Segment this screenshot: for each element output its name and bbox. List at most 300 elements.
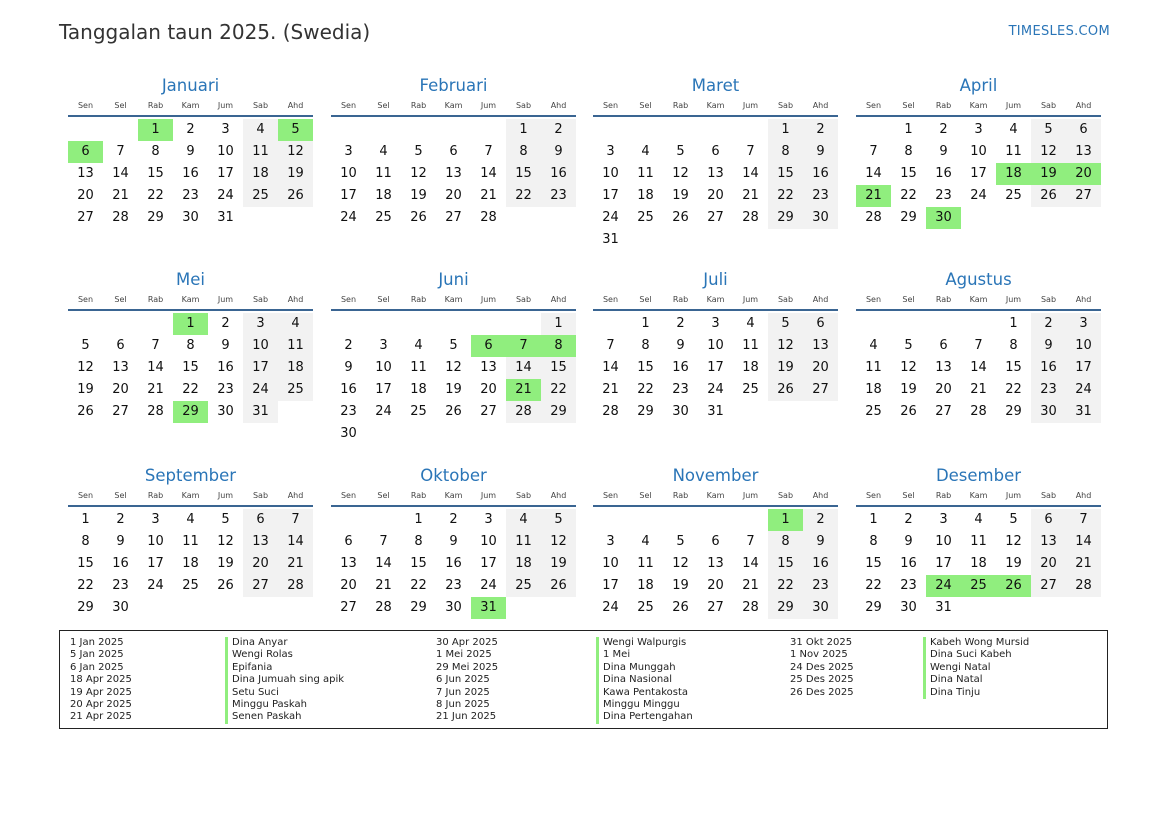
- day-cell[interactable]: 10: [340, 166, 357, 181]
- day-cell[interactable]: 21: [147, 382, 164, 397]
- day-cell[interactable]: 12: [278, 141, 313, 163]
- day-cell[interactable]: 14: [742, 166, 759, 181]
- day-cell[interactable]: 6: [1031, 509, 1066, 531]
- day-cell[interactable]: 27: [803, 379, 838, 401]
- day-cell[interactable]: 21: [970, 382, 987, 397]
- day-cell[interactable]: 9: [186, 144, 195, 159]
- day-cell[interactable]: 13: [707, 166, 724, 181]
- day-cell[interactable]: 25: [1005, 188, 1022, 203]
- day-cell[interactable]: 11: [637, 166, 654, 181]
- day-cell[interactable]: 11: [410, 360, 427, 375]
- day-cell[interactable]: 27: [1066, 185, 1101, 207]
- day-cell[interactable]: 25: [742, 382, 759, 397]
- day-cell[interactable]: 31: [243, 401, 278, 423]
- day-cell[interactable]: 3: [221, 122, 230, 137]
- day-cell[interactable]: 29: [865, 600, 882, 615]
- day-cell[interactable]: 30: [926, 207, 961, 229]
- day-cell[interactable]: 8: [414, 534, 423, 549]
- day-cell[interactable]: 5: [1009, 512, 1018, 527]
- day-cell[interactable]: 6: [711, 144, 720, 159]
- day-cell[interactable]: 18: [637, 188, 654, 203]
- day-cell[interactable]: 27: [445, 210, 462, 225]
- day-cell[interactable]: 20: [803, 357, 838, 379]
- day-cell[interactable]: 18: [182, 556, 199, 571]
- day-cell[interactable]: 29: [768, 597, 803, 619]
- day-cell[interactable]: 12: [77, 360, 94, 375]
- day-cell[interactable]: 21: [480, 188, 497, 203]
- day-cell[interactable]: 3: [379, 338, 388, 353]
- day-cell[interactable]: 12: [445, 360, 462, 375]
- day-cell[interactable]: 7: [974, 338, 983, 353]
- day-cell[interactable]: 23: [112, 578, 129, 593]
- day-cell[interactable]: 20: [935, 382, 952, 397]
- day-cell[interactable]: 3: [344, 144, 353, 159]
- day-cell[interactable]: 27: [340, 600, 357, 615]
- day-cell[interactable]: 25: [278, 379, 313, 401]
- day-cell[interactable]: 29: [410, 600, 427, 615]
- day-cell[interactable]: 25: [375, 210, 392, 225]
- day-cell[interactable]: 6: [803, 313, 838, 335]
- day-cell[interactable]: 10: [970, 144, 987, 159]
- day-cell[interactable]: 30: [1031, 401, 1066, 423]
- day-cell[interactable]: 15: [147, 166, 164, 181]
- day-cell[interactable]: 3: [151, 512, 160, 527]
- day-cell[interactable]: 14: [375, 556, 392, 571]
- day-cell[interactable]: 24: [707, 382, 724, 397]
- day-cell[interactable]: 25: [637, 600, 654, 615]
- day-cell[interactable]: 7: [278, 509, 313, 531]
- day-cell[interactable]: 12: [672, 556, 689, 571]
- day-cell[interactable]: 28: [147, 404, 164, 419]
- day-cell[interactable]: 15: [182, 360, 199, 375]
- day-cell[interactable]: 15: [506, 163, 541, 185]
- day-cell[interactable]: 24: [926, 575, 961, 597]
- day-cell[interactable]: 24: [480, 578, 497, 593]
- day-cell[interactable]: 23: [803, 185, 838, 207]
- day-cell[interactable]: 14: [278, 531, 313, 553]
- day-cell[interactable]: 9: [803, 141, 838, 163]
- day-cell[interactable]: 17: [1066, 357, 1101, 379]
- day-cell[interactable]: 26: [410, 210, 427, 225]
- day-cell[interactable]: 25: [506, 575, 541, 597]
- day-cell[interactable]: 28: [602, 404, 619, 419]
- day-cell[interactable]: 2: [939, 122, 948, 137]
- day-cell[interactable]: 31: [471, 597, 506, 619]
- day-cell[interactable]: 30: [217, 404, 234, 419]
- day-cell[interactable]: 1: [541, 313, 576, 335]
- day-cell[interactable]: 4: [414, 338, 423, 353]
- day-cell[interactable]: 20: [445, 188, 462, 203]
- day-cell[interactable]: 19: [672, 188, 689, 203]
- day-cell[interactable]: 3: [939, 512, 948, 527]
- day-cell[interactable]: 13: [707, 556, 724, 571]
- day-cell[interactable]: 23: [1031, 379, 1066, 401]
- day-cell[interactable]: 27: [935, 404, 952, 419]
- day-cell[interactable]: 19: [1005, 556, 1022, 571]
- day-cell[interactable]: 23: [445, 578, 462, 593]
- day-cell[interactable]: 17: [935, 556, 952, 571]
- day-cell[interactable]: 26: [77, 404, 94, 419]
- day-cell[interactable]: 4: [506, 509, 541, 531]
- day-cell[interactable]: 11: [182, 534, 199, 549]
- day-cell[interactable]: 14: [742, 556, 759, 571]
- day-cell[interactable]: 22: [147, 188, 164, 203]
- day-cell[interactable]: 24: [602, 210, 619, 225]
- day-cell[interactable]: 13: [803, 335, 838, 357]
- day-cell[interactable]: 12: [217, 534, 234, 549]
- day-cell[interactable]: 21: [742, 578, 759, 593]
- day-cell[interactable]: 31: [1066, 401, 1101, 423]
- day-cell[interactable]: 9: [541, 141, 576, 163]
- day-cell[interactable]: 27: [1031, 575, 1066, 597]
- day-cell[interactable]: 2: [1031, 313, 1066, 335]
- day-cell[interactable]: 14: [480, 166, 497, 181]
- day-cell[interactable]: 7: [506, 335, 541, 357]
- day-cell[interactable]: 30: [445, 600, 462, 615]
- day-cell[interactable]: 10: [707, 338, 724, 353]
- day-cell[interactable]: 13: [480, 360, 497, 375]
- day-cell[interactable]: 18: [243, 163, 278, 185]
- day-cell[interactable]: 15: [410, 556, 427, 571]
- day-cell[interactable]: 4: [641, 534, 650, 549]
- day-cell[interactable]: 5: [449, 338, 458, 353]
- day-cell[interactable]: 15: [900, 166, 917, 181]
- day-cell[interactable]: 26: [541, 575, 576, 597]
- day-cell[interactable]: 4: [869, 338, 878, 353]
- day-cell[interactable]: 3: [606, 144, 615, 159]
- day-cell[interactable]: 18: [742, 360, 759, 375]
- day-cell[interactable]: 29: [77, 600, 94, 615]
- day-cell[interactable]: 7: [869, 144, 878, 159]
- day-cell[interactable]: 5: [676, 144, 685, 159]
- day-cell[interactable]: 10: [1066, 335, 1101, 357]
- day-cell[interactable]: 25: [637, 210, 654, 225]
- day-cell[interactable]: 19: [77, 382, 94, 397]
- day-cell[interactable]: 12: [672, 166, 689, 181]
- day-cell[interactable]: 8: [641, 338, 650, 353]
- day-cell[interactable]: 31: [935, 600, 952, 615]
- day-cell[interactable]: 29: [541, 401, 576, 423]
- day-cell[interactable]: 17: [375, 382, 392, 397]
- day-cell[interactable]: 5: [1031, 119, 1066, 141]
- day-cell[interactable]: 22: [768, 185, 803, 207]
- day-cell[interactable]: 28: [742, 600, 759, 615]
- day-cell[interactable]: 18: [375, 188, 392, 203]
- day-cell[interactable]: 17: [147, 556, 164, 571]
- day-cell[interactable]: 27: [112, 404, 129, 419]
- day-cell[interactable]: 28: [1066, 575, 1101, 597]
- day-cell[interactable]: 30: [112, 600, 129, 615]
- day-cell[interactable]: 26: [672, 210, 689, 225]
- day-cell[interactable]: 5: [221, 512, 230, 527]
- day-cell[interactable]: 20: [340, 578, 357, 593]
- day-cell[interactable]: 19: [445, 382, 462, 397]
- day-cell[interactable]: 17: [480, 556, 497, 571]
- day-cell[interactable]: 26: [672, 600, 689, 615]
- day-cell[interactable]: 25: [243, 185, 278, 207]
- day-cell[interactable]: 16: [803, 163, 838, 185]
- day-cell[interactable]: 19: [672, 578, 689, 593]
- day-cell[interactable]: 11: [865, 360, 882, 375]
- day-cell[interactable]: 19: [217, 556, 234, 571]
- day-cell[interactable]: 3: [606, 534, 615, 549]
- day-cell[interactable]: 18: [637, 578, 654, 593]
- day-cell[interactable]: 24: [340, 210, 357, 225]
- day-cell[interactable]: 3: [243, 313, 278, 335]
- day-cell[interactable]: 16: [445, 556, 462, 571]
- day-cell[interactable]: 30: [900, 600, 917, 615]
- day-cell[interactable]: 17: [602, 578, 619, 593]
- day-cell[interactable]: 1: [641, 316, 650, 331]
- day-cell[interactable]: 28: [375, 600, 392, 615]
- day-cell[interactable]: 24: [243, 379, 278, 401]
- day-cell[interactable]: 1: [768, 509, 803, 531]
- day-cell[interactable]: 11: [243, 141, 278, 163]
- day-cell[interactable]: 21: [506, 379, 541, 401]
- day-cell[interactable]: 2: [221, 316, 230, 331]
- day-cell[interactable]: 25: [410, 404, 427, 419]
- day-cell[interactable]: 28: [278, 575, 313, 597]
- day-cell[interactable]: 7: [151, 338, 160, 353]
- day-cell[interactable]: 27: [243, 575, 278, 597]
- day-cell[interactable]: 10: [243, 335, 278, 357]
- day-cell[interactable]: 6: [344, 534, 353, 549]
- day-cell[interactable]: 15: [541, 357, 576, 379]
- day-cell[interactable]: 4: [379, 144, 388, 159]
- day-cell[interactable]: 2: [116, 512, 125, 527]
- day-cell[interactable]: 16: [340, 382, 357, 397]
- day-cell[interactable]: 10: [602, 556, 619, 571]
- day-cell[interactable]: 6: [1066, 119, 1101, 141]
- day-cell[interactable]: 16: [541, 163, 576, 185]
- day-cell[interactable]: 14: [112, 166, 129, 181]
- day-cell[interactable]: 4: [186, 512, 195, 527]
- day-cell[interactable]: 20: [1031, 553, 1066, 575]
- day-cell[interactable]: 4: [243, 119, 278, 141]
- day-cell[interactable]: 14: [147, 360, 164, 375]
- day-cell[interactable]: 31: [602, 232, 619, 247]
- day-cell[interactable]: 13: [243, 531, 278, 553]
- day-cell[interactable]: 13: [1066, 141, 1101, 163]
- day-cell[interactable]: 16: [900, 556, 917, 571]
- day-cell[interactable]: 23: [340, 404, 357, 419]
- day-cell[interactable]: 17: [707, 360, 724, 375]
- day-cell[interactable]: 22: [865, 578, 882, 593]
- day-cell[interactable]: 9: [221, 338, 230, 353]
- day-cell[interactable]: 6: [449, 144, 458, 159]
- day-cell[interactable]: 18: [506, 553, 541, 575]
- day-cell[interactable]: 19: [900, 382, 917, 397]
- day-cell[interactable]: 7: [746, 534, 755, 549]
- day-cell[interactable]: 15: [77, 556, 94, 571]
- day-cell[interactable]: 21: [375, 578, 392, 593]
- day-cell[interactable]: 22: [900, 188, 917, 203]
- day-cell[interactable]: 8: [1009, 338, 1018, 353]
- day-cell[interactable]: 10: [147, 534, 164, 549]
- day-cell[interactable]: 4: [641, 144, 650, 159]
- day-cell[interactable]: 27: [707, 600, 724, 615]
- day-cell[interactable]: 16: [935, 166, 952, 181]
- day-cell[interactable]: 2: [449, 512, 458, 527]
- day-cell[interactable]: 23: [900, 578, 917, 593]
- day-cell[interactable]: 1: [869, 512, 878, 527]
- day-cell[interactable]: 8: [869, 534, 878, 549]
- day-cell[interactable]: 29: [900, 210, 917, 225]
- day-cell[interactable]: 30: [182, 210, 199, 225]
- day-cell[interactable]: 15: [1005, 360, 1022, 375]
- day-cell[interactable]: 21: [112, 188, 129, 203]
- day-cell[interactable]: 28: [480, 210, 497, 225]
- day-cell[interactable]: 9: [939, 144, 948, 159]
- day-cell[interactable]: 1: [173, 313, 208, 335]
- day-cell[interactable]: 27: [480, 404, 497, 419]
- day-cell[interactable]: 12: [410, 166, 427, 181]
- day-cell[interactable]: 24: [970, 188, 987, 203]
- day-cell[interactable]: 2: [803, 119, 838, 141]
- day-cell[interactable]: 20: [480, 382, 497, 397]
- day-cell[interactable]: 1: [506, 119, 541, 141]
- day-cell[interactable]: 9: [449, 534, 458, 549]
- day-cell[interactable]: 23: [541, 185, 576, 207]
- day-cell[interactable]: 9: [1031, 335, 1066, 357]
- site-link[interactable]: TIMESLES.COM: [1008, 24, 1110, 39]
- day-cell[interactable]: 28: [970, 404, 987, 419]
- day-cell[interactable]: 1: [904, 122, 913, 137]
- day-cell[interactable]: 10: [375, 360, 392, 375]
- day-cell[interactable]: 11: [506, 531, 541, 553]
- day-cell[interactable]: 2: [803, 509, 838, 531]
- day-cell[interactable]: 8: [186, 338, 195, 353]
- day-cell[interactable]: 16: [1031, 357, 1066, 379]
- day-cell[interactable]: 14: [970, 360, 987, 375]
- day-cell[interactable]: 29: [147, 210, 164, 225]
- day-cell[interactable]: 21: [602, 382, 619, 397]
- day-cell[interactable]: 30: [340, 426, 357, 441]
- day-cell[interactable]: 3: [484, 512, 493, 527]
- day-cell[interactable]: 20: [243, 553, 278, 575]
- day-cell[interactable]: 11: [278, 335, 313, 357]
- day-cell[interactable]: 15: [768, 553, 803, 575]
- day-cell[interactable]: 24: [1066, 379, 1101, 401]
- day-cell[interactable]: 26: [278, 185, 313, 207]
- day-cell[interactable]: 12: [1005, 534, 1022, 549]
- day-cell[interactable]: 26: [996, 575, 1031, 597]
- day-cell[interactable]: 23: [182, 188, 199, 203]
- day-cell[interactable]: 10: [935, 534, 952, 549]
- day-cell[interactable]: 19: [278, 163, 313, 185]
- day-cell[interactable]: 31: [707, 404, 724, 419]
- day-cell[interactable]: 8: [768, 531, 803, 553]
- day-cell[interactable]: 8: [904, 144, 913, 159]
- day-cell[interactable]: 10: [602, 166, 619, 181]
- day-cell[interactable]: 16: [182, 166, 199, 181]
- day-cell[interactable]: 2: [541, 119, 576, 141]
- day-cell[interactable]: 2: [904, 512, 913, 527]
- day-cell[interactable]: 3: [711, 316, 720, 331]
- day-cell[interactable]: 12: [768, 335, 803, 357]
- day-cell[interactable]: 19: [410, 188, 427, 203]
- day-cell[interactable]: 8: [81, 534, 90, 549]
- day-cell[interactable]: 10: [480, 534, 497, 549]
- day-cell[interactable]: 11: [637, 556, 654, 571]
- day-cell[interactable]: 17: [243, 357, 278, 379]
- day-cell[interactable]: 22: [182, 382, 199, 397]
- day-cell[interactable]: 8: [768, 141, 803, 163]
- day-cell[interactable]: 17: [217, 166, 234, 181]
- day-cell[interactable]: 14: [602, 360, 619, 375]
- day-cell[interactable]: 7: [606, 338, 615, 353]
- day-cell[interactable]: 5: [676, 534, 685, 549]
- day-cell[interactable]: 13: [935, 360, 952, 375]
- day-cell[interactable]: 5: [278, 119, 313, 141]
- day-cell[interactable]: 28: [112, 210, 129, 225]
- day-cell[interactable]: 5: [81, 338, 90, 353]
- day-cell[interactable]: 18: [865, 382, 882, 397]
- day-cell[interactable]: 22: [506, 185, 541, 207]
- day-cell[interactable]: 7: [746, 144, 755, 159]
- day-cell[interactable]: 20: [77, 188, 94, 203]
- day-cell[interactable]: 14: [1066, 531, 1101, 553]
- day-cell[interactable]: 19: [541, 553, 576, 575]
- day-cell[interactable]: 29: [1005, 404, 1022, 419]
- day-cell[interactable]: 14: [865, 166, 882, 181]
- day-cell[interactable]: 13: [340, 556, 357, 571]
- day-cell[interactable]: 29: [173, 401, 208, 423]
- day-cell[interactable]: 9: [344, 360, 353, 375]
- day-cell[interactable]: 6: [68, 141, 103, 163]
- day-cell[interactable]: 3: [974, 122, 983, 137]
- day-cell[interactable]: 10: [217, 144, 234, 159]
- day-cell[interactable]: 18: [410, 382, 427, 397]
- day-cell[interactable]: 29: [637, 404, 654, 419]
- day-cell[interactable]: 23: [935, 188, 952, 203]
- day-cell[interactable]: 18: [970, 556, 987, 571]
- day-cell[interactable]: 15: [768, 163, 803, 185]
- day-cell[interactable]: 18: [278, 357, 313, 379]
- day-cell[interactable]: 21: [742, 188, 759, 203]
- day-cell[interactable]: 13: [445, 166, 462, 181]
- day-cell[interactable]: 12: [900, 360, 917, 375]
- day-cell[interactable]: 30: [672, 404, 689, 419]
- day-cell[interactable]: 26: [768, 379, 803, 401]
- day-cell[interactable]: 28: [506, 401, 541, 423]
- day-cell[interactable]: 1: [414, 512, 423, 527]
- day-cell[interactable]: 5: [768, 313, 803, 335]
- day-cell[interactable]: 26: [900, 404, 917, 419]
- day-cell[interactable]: 1: [138, 119, 173, 141]
- day-cell[interactable]: 14: [506, 357, 541, 379]
- day-cell[interactable]: 6: [939, 338, 948, 353]
- day-cell[interactable]: 20: [112, 382, 129, 397]
- day-cell[interactable]: 26: [217, 578, 234, 593]
- day-cell[interactable]: 11: [742, 338, 759, 353]
- day-cell[interactable]: 8: [541, 335, 576, 357]
- day-cell[interactable]: 26: [445, 404, 462, 419]
- day-cell[interactable]: 19: [768, 357, 803, 379]
- day-cell[interactable]: 22: [637, 382, 654, 397]
- day-cell[interactable]: 2: [344, 338, 353, 353]
- day-cell[interactable]: 20: [707, 188, 724, 203]
- day-cell[interactable]: 24: [375, 404, 392, 419]
- day-cell[interactable]: 15: [637, 360, 654, 375]
- day-cell[interactable]: 22: [1005, 382, 1022, 397]
- day-cell[interactable]: 6: [243, 509, 278, 531]
- day-cell[interactable]: 7: [116, 144, 125, 159]
- day-cell[interactable]: 6: [116, 338, 125, 353]
- day-cell[interactable]: 16: [112, 556, 129, 571]
- day-cell[interactable]: 21: [1066, 553, 1101, 575]
- day-cell[interactable]: 22: [541, 379, 576, 401]
